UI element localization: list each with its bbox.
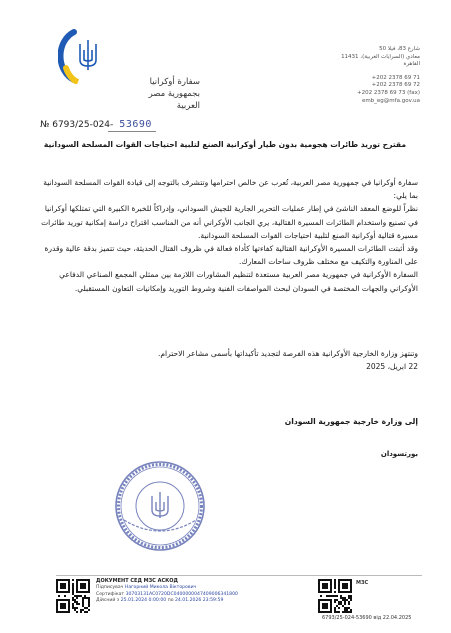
- qr-code-left-icon: [56, 579, 90, 613]
- phone-fax: +202 2378 69 73 (fax): [357, 89, 420, 96]
- signer-name: Нагорний Микола Вікторович: [124, 585, 197, 591]
- recipient-city: بورتسودان: [380, 450, 418, 458]
- letter-date: 22 ابريل، 2025: [366, 362, 418, 372]
- letter-body: [34, 176, 418, 373]
- valid-from: 25.01.2024 0:00:00: [120, 597, 167, 603]
- paragraph-4: السفارة الأوكرانية في جمهورية مصر العربية مستعدة لتنظيم المشاورات اللازمة بين ممثلي المجمع الصناعي الدفاعي الأوكراني والجهات المختصة في السودان لبحث المواصفات الفنية وشروط التوريد وإمكانيات التعاون المستقبلي.: [59, 270, 418, 293]
- reference-number: [40, 119, 152, 130]
- address-line2: معادي (السرايات الغربية)، 11431: [341, 53, 420, 60]
- cert-value: 30703131AC0720DC0400000047409006341800: [125, 591, 238, 597]
- doc-system-title: ДОКУМЕНТ СЕД МЗС АСКОД: [96, 578, 178, 584]
- digital-signature-info: [96, 578, 296, 604]
- cert-label: Сертифікат: [96, 591, 125, 597]
- phone-1: +202 2378 69 71: [371, 74, 420, 81]
- valid-label: Дійсний з: [96, 597, 120, 603]
- reference-handwritten: 53690: [119, 119, 152, 130]
- paragraph-2: نظراً للوضع المعقد الناشئ في إطار عمليات التحرير الجارية للجيش السوداني، وإدراكاً للخبرة الكبيرة التي تمتلكها أوكرانيا في تصنيع واستخدام الطائرات المسيرة القتالية، يري الجانب الأوكراني أنه من المناسب اقتراح دراسة إمكانية توريد طائرات مسيرة قتالية أوكرانية الصنع لتلبية احتياجات القوات المسلحة السودانية.: [41, 204, 418, 240]
- embassy-name-line2: بجمهورية مصر العربية: [148, 89, 200, 111]
- recipient: إلى وزارة خارجية جمهورية السودان: [284, 417, 418, 426]
- mzs-label: МЗС: [356, 580, 369, 586]
- reference-underline: [108, 131, 156, 132]
- qr-code-right-icon: [318, 579, 352, 613]
- valid-to: 24.01.2026 23:59:59: [174, 597, 224, 603]
- embassy-name: [130, 76, 200, 112]
- registration-number: 6793/25-024-53690 від 22.04.2025: [322, 615, 412, 621]
- subject-line: مقترح توريد طائرات هجومية بدون طيار أوكرانية الصنع لتلبية احتياجات القوات المسلحة السودانية: [43, 140, 407, 149]
- paragraph-3: وقد أثبتت الطائرات المسيرة الأوكرانية القتالية كفاءتها كأداة فعالة في ظروف القتال الحديثة، حيث تتميز بدقة عالية وقدرة على المناورة والتكيف مع مختلف ظروف ساحات المعارك.: [44, 244, 418, 267]
- closing-paragraph: وتنتهز وزارة الخارجية الأوكرانية هذه الفرصة لتجديد تأكيداتها بأسمى مشاعر الاحترام.: [157, 348, 418, 358]
- email: emb_eg@mfa.gov.ua: [361, 97, 420, 104]
- ukraine-emblem-icon: [58, 28, 104, 84]
- signer-label: Підписувач: [96, 585, 124, 591]
- paragraph-1: سفارة أوكرانيا في جمهورية مصر العربية، تُعرب عن خالص احترامها وتتشرف بالتوجه إلى قيادة القوات المسلحة السودانية بما يلي:: [43, 178, 418, 201]
- reference-printed: № 6793/25-024-: [40, 120, 114, 130]
- address-line1: شارع 83، فيلا 50: [379, 46, 420, 52]
- embassy-name-line1: سفارة أوكرانيا: [149, 77, 200, 87]
- embassy-address: [302, 46, 420, 105]
- footer-divider: [56, 575, 422, 576]
- valid-to-label: по: [167, 597, 174, 603]
- address-line3: القاهرة: [403, 61, 420, 68]
- phone-2: +202 2378 69 72: [371, 82, 420, 89]
- official-stamp: [112, 458, 208, 554]
